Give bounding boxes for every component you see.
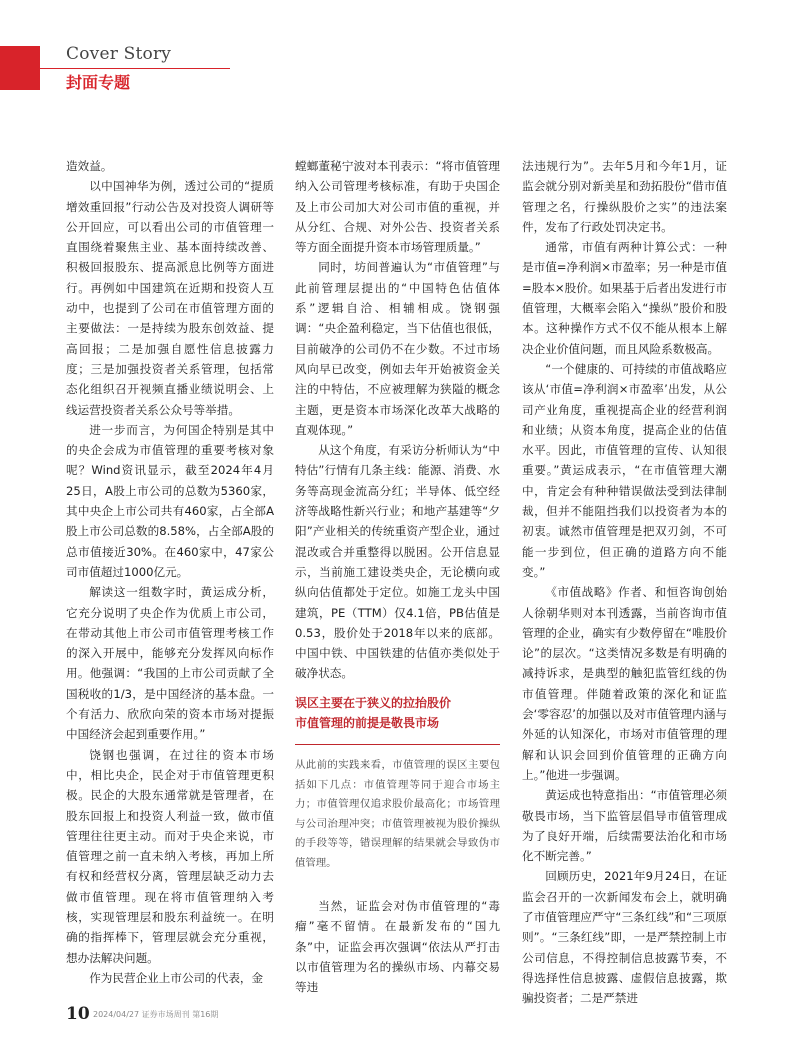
paragraph: 螳螂董秘宁波对本刊表示：“将市值管理纳入公司管理考核标准，有助于央国企及上市公司加大对公司市值的重视，并从分红、合规、对外公告、投资者关系等方面全面提升资本市场管理质量。” [295,159,500,255]
subheading-line: 市值管理的前提是敬畏市场 [295,716,440,730]
paragraph: 当然，证监会对伪市值管理的“毒瘤”毫不留情。在最新发布的“国九条”中，证监会再次强调“依法从严打击以市值管理为名的操纵市场、内幕交易等违 [295,899,500,995]
paragraph: 以中国神华为例，透过公司的“提质增效重回报”行动公告及对投资人调研等公开回应，可以看出公司的市值管理一直围绕着聚焦主业、基本面持续改善、积极回报股东、提高派息比例等方面进行。再例如中国建筑在近期和投资人互动中，也提到了公司在市值管理方面的主要做法：一是持续为股东创效益、提高回报；二是加强自愿性信息披露力度；三是加强投资者关系管理，包括常态化组织召开视频直播业绩说明会、上线运营投资者关系公众号等举措。 [66,179,274,417]
subheading [295,693,500,733]
paragraph: 通常，市值有两种计算公式：一种是市值=净利润×市盈率；另一种是市值=股本×股价。如果基于后者出发进行市值管理，大概率会陷入“操纵”股价和股本。这种操作方式不仅不能从根本上解决企业价值问题，而且风险系数极高。 [522,240,727,356]
paragraph: 同时，坊间普遍认为“市值管理”与此前管理层提出的“中国特色估值体系”逻辑自洽、相辅相成。饶钢强调：“央企盈利稳定，当下估值也很低，目前破净的公司仍不在少数。不过市场风向早已改变，例如去年开始被资金关注的中特估，不应被理解为狭隘的概念主题，更是资本市场深化改革大战略的直观体现。” [295,260,500,437]
paragraph: “一个健康的、可持续的市值战略应该从‘市值=净利润×市盈率’出发，从公司产业角度，重视提高企业的经营利润和业绩；从资本角度，提高企业的估值水平。因此，市值管理的宣传、认知很重要。”黄运成表示，“在市值管理大潮中，肯定会有种种错误做法受到法律制裁，但并不能阻挡我们以投资者为本的初衷。诚然市值管理是把双刃剑，不可能一步到位，但正确的道路方向不能变。” [522,361,727,579]
header-red-block [0,46,40,90]
paragraph: 回顾历史，2021年9月24日，在证监会召开的一次新闻发布会上，就明确了市值管理应严守“三条红线”和“三项原则”。“三条红线”即，一是严禁控制上市公司信息，不得控制信息披露节奏，不得选择性信息披露、虚假信息披露，欺骗投资者；二是严禁进 [522,869,727,1006]
paragraph: 作为民营企业上市公司的代表，金 [89,970,264,985]
paragraph: 《市值战略》作者、和恒咨询创始人徐朝华则对本刊透露，当前咨询市值管理的企业，确实有少数停留在“唯股价论”的层次。“这类情况多数是有明确的减持诉求，是典型的触犯监管红线的伪市值管理。伴随着政策的深化和证监会‘零容忍’的加强以及对市值管理内涵与外延的认知深化，市场对市值管理的理解和认识会回到价值管理的正确方向上。”他进一步强调。 [522,585,727,782]
column-3 [522,156,727,1008]
column-2-lower [295,896,500,997]
paragraph: 从这个角度，有采访分析师认为“中特估”行情有几条主线：能源、消费、水务等高现金流高分红；半导体、低空经济等战略性新兴行业；和地产基建等“夕阳”产业相关的传统重资产型企业，通过混改或合并重整得以脱困。公开信息显示，当前施工建设类央企，无论横向或纵向估值都处于定位。如施工龙头中国建筑，PE（TTM）仅4.1倍，PB估值是0.53，股价处于2018年以来的底部。中国中铁、中国铁建的估值亦类似处于破净状态。 [295,443,500,681]
paragraph: 解读这一组数字时，黄运成分析，它充分说明了央企作为优质上市公司，在带动其他上市公司市值管理考核工作的深入开展中，能够充分发挥风向标作用。他强调：“我国的上市公司贡献了全国税收的1/3，是中国经济的基本盘。一个有活力、欣欣向荣的资本市场对提振中国经济会起到重要作用。” [66,585,274,742]
section-title-cn: 封面专题 [66,73,131,92]
page-number: 10 [66,1004,90,1024]
column-2 [295,156,500,684]
subheading-rule [295,744,500,745]
pull-quote: 从此前的实践来看，市值管理的误区主要包括如下几点：市值管理等同于迎合市场主力；市值管理仅追求股价最高化；市场管理与公司治理冲突；市值管理被视为股价操纵的手段等等，错误理解的结果就会导致伪市值管理。 [295,759,500,869]
paragraph: 黄运成也特意指出：“市值管理必须敬畏市场，当下监管层倡导市值管理成为了良好开端，后续需要法治化和市场化不断完善。” [522,788,727,864]
header-red-rule [40,68,230,69]
paragraph: 法违规行为”。去年5月和今年1月，证监会就分别对新美星和劲拓股份“借市值管理之名，行操纵股价之实”的违法案件，发布了行政处罚决定书。 [522,159,727,234]
footer-meta: 2024/04/27 证券市场周刊 第16期 [93,1010,219,1019]
paragraph: 饶钢也强调，在过往的资本市场中，相比央企，民企对于市值管理更积极。民企的大股东通常就是管理者，在股东回报上和投资人利益一致，做市值管理往往更主动。而对于央企来说，市值管理之前一直未纳入考核，再加上所有权和经营权分离，管理层缺乏动力去做市值管理。现在将市值管理纳入考核，实现管理层和股东利益统一。在明确的指挥棒下，管理层就会充分重视，想办法解决问题。 [66,747,274,965]
subheading-line: 误区主要在于狭义的拉抬股价 [295,696,452,710]
column-1 [66,156,274,988]
paragraph: 造效益。 [66,159,113,173]
paragraph: 进一步而言，为何国企特别是其中的央企会成为市值管理的重要考核对象呢？Wind资讯显示，截至2024年4月25日，A股上市公司的总数为5360家，其中央企上市公司共有460家，占全部A股上市公司总数的8.58%，占全部A股的总市值接近30%。在460家中，47家公司市值超过1000亿元。 [66,422,274,579]
section-title-en: Cover Story [66,44,172,64]
